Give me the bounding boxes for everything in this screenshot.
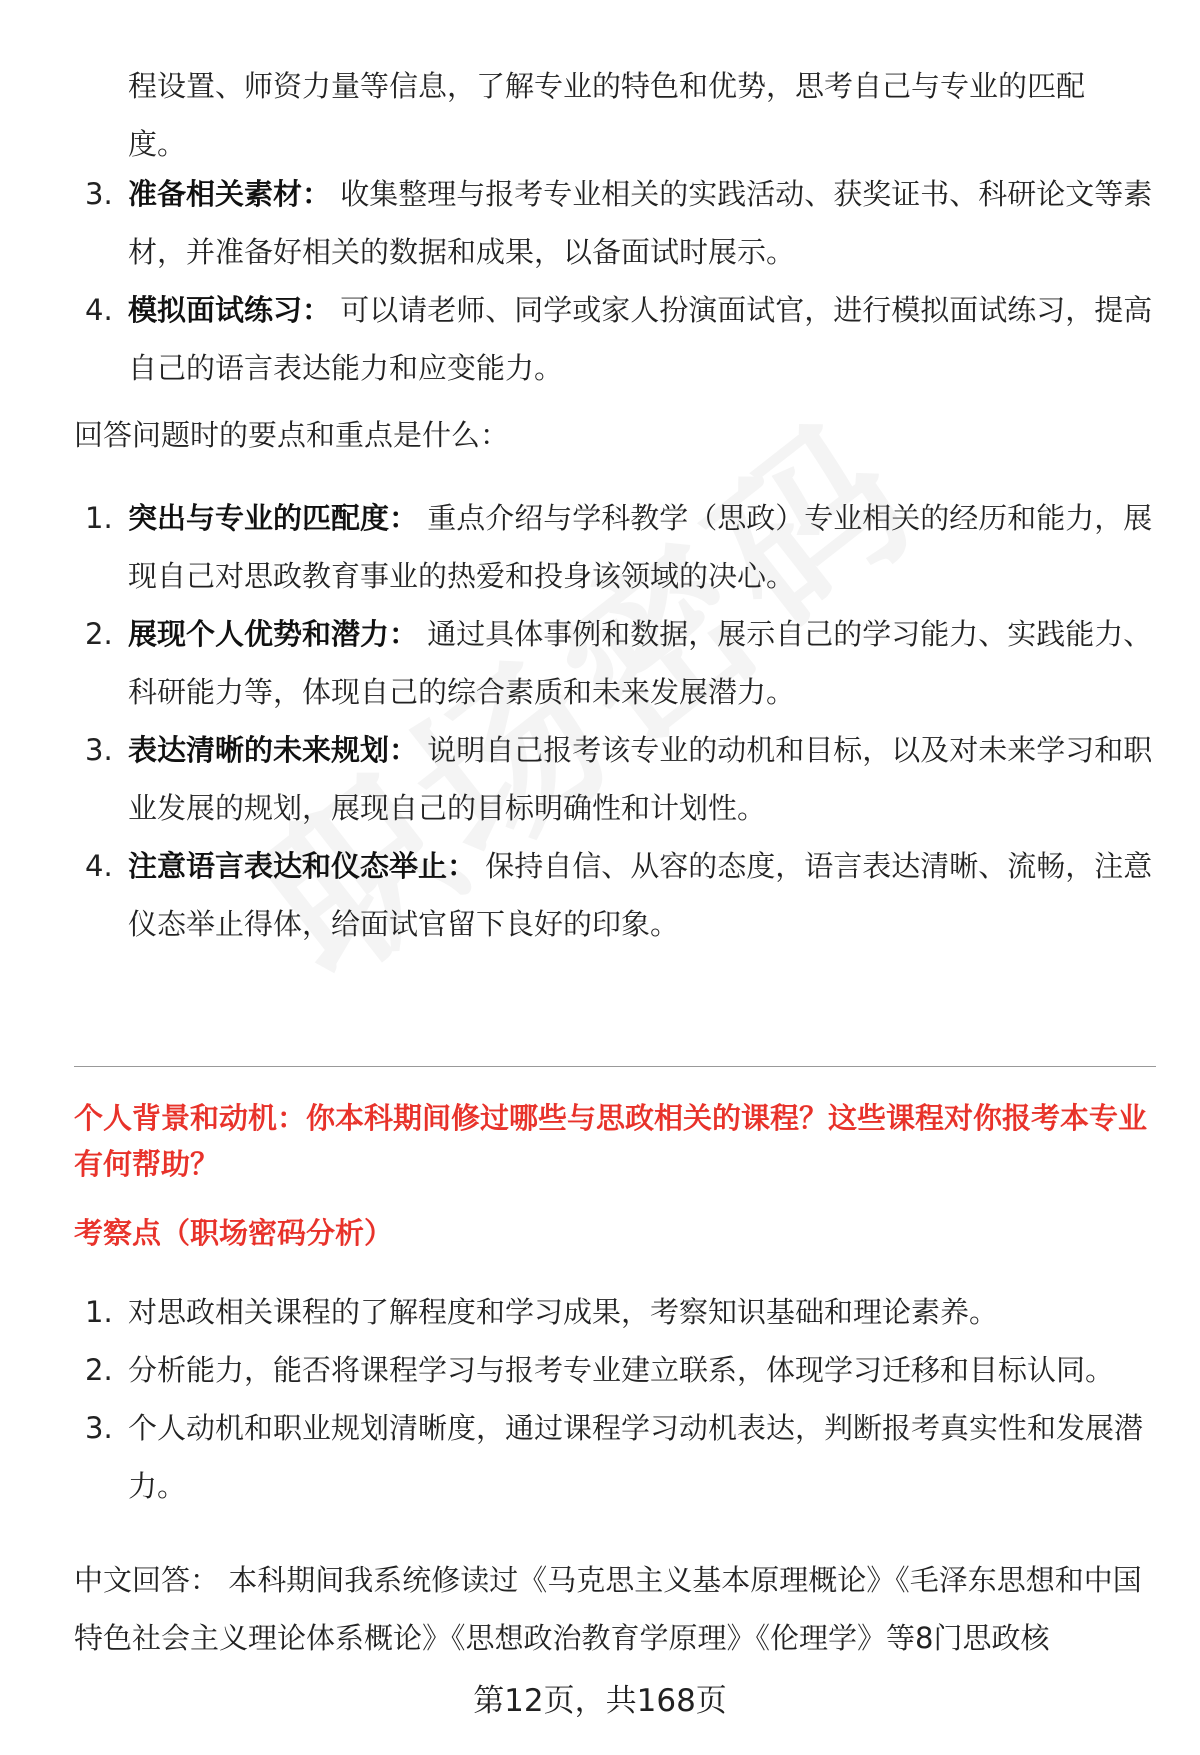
list-item-title: 表达清晰的未来规划：: [128, 733, 419, 767]
list-number: 3.: [85, 733, 113, 767]
question-section: [0, 1095, 1200, 1187]
key-points-section: [0, 406, 1200, 464]
list-number: 1.: [85, 501, 113, 535]
list-item-text: 保持自信、从容的态度，语言表达清晰、流畅，注意仪态举止得体，给面试官留下良好的印象。: [128, 849, 1153, 941]
list-item: [0, 1283, 1200, 1341]
list-item: [0, 489, 1200, 605]
list-item: [0, 1399, 1200, 1515]
list-item: [0, 1341, 1200, 1399]
list-item-text: 对思政相关课程的了解程度和学习成果，考察知识基础和理论素养。: [128, 1295, 999, 1329]
continuation-line: 程设置、师资力量等信息，了解专业的特色和优势，思考自己与专业的匹配: [128, 69, 1086, 103]
list-item-text: 收集整理与报考专业相关的实践活动、获奖证书、科研论文等素材，并准备好相关的数据和成果，以备面试时展示。: [128, 177, 1153, 269]
list-item-text: 个人动机和职业规划清晰度，通过课程学习动机表达，判断报考真实性和发展潜力。: [128, 1411, 1144, 1503]
analysis-heading-block: [0, 1210, 1200, 1256]
analysis-heading: 考察点（职场密码分析）: [74, 1216, 394, 1250]
list-item-title: 展现个人优势和潜力：: [128, 617, 419, 651]
list-item-title: 准备相关素材：: [128, 177, 332, 211]
list-item-text: 可以请老师、同学或家人扮演面试官，进行模拟面试练习，提高自己的语言表达能力和应变能力。: [128, 293, 1153, 385]
list-number: 2.: [85, 617, 113, 651]
list-number: 1.: [85, 1295, 113, 1329]
list-number: 4.: [85, 849, 113, 883]
list-item: [0, 605, 1200, 721]
list-item-text: 重点介绍与学科教学（思政）专业相关的经历和能力，展现自己对思政教育事业的热爱和投身该领域的决心。: [128, 501, 1153, 593]
page-footer: 第12页，共168页: [473, 1683, 727, 1719]
list-item-text: 分析能力，能否将课程学习与报考专业建立联系，体现学习迁移和目标认同。: [128, 1353, 1115, 1387]
list-item: [0, 837, 1200, 953]
continuation-line: 度。: [128, 127, 187, 161]
section-divider: [74, 1066, 1156, 1067]
answer-label: 中文回答：: [74, 1563, 220, 1597]
list-number: 4.: [85, 293, 113, 327]
list-item-title: 模拟面试练习：: [128, 293, 332, 327]
answer-paragraph: [0, 1551, 1200, 1667]
prep-list: [0, 165, 1200, 397]
question-title: 个人背景和动机：你本科期间修过哪些与思政相关的课程？这些课程对你报考本专业有何帮助？: [74, 1101, 1148, 1181]
analysis-list: [0, 1283, 1200, 1515]
list-number: 2.: [85, 1353, 113, 1387]
list-item-text: 通过具体事例和数据，展示自己的学习能力、实践能力、科研能力等，体现自己的综合素质和未来发展潜力。: [128, 617, 1153, 709]
list-item: [0, 721, 1200, 837]
section-heading: 回答问题时的要点和重点是什么：: [74, 418, 510, 452]
key-points-list: [0, 489, 1200, 953]
list-number: 3.: [85, 177, 113, 211]
answer-text: 本科期间我系统修读过《马克思主义基本原理概论》《毛泽东思想和中国特色社会主义理论体系概论》《思想政治教育学原理》《伦理学》等8门思政核: [74, 1563, 1142, 1655]
continuation-paragraph: [0, 57, 1200, 173]
list-number: 3.: [85, 1411, 113, 1445]
list-item: [0, 281, 1200, 397]
list-item: [0, 165, 1200, 281]
list-item-title: 突出与专业的匹配度：: [128, 501, 419, 535]
list-item-title: 注意语言表达和仪态举止：: [128, 849, 477, 883]
answer-section: [0, 1551, 1200, 1667]
list-item-text: 说明自己报考该专业的动机和目标，以及对未来学习和职业发展的规划，展现自己的目标明确性和计划性。: [128, 733, 1153, 825]
